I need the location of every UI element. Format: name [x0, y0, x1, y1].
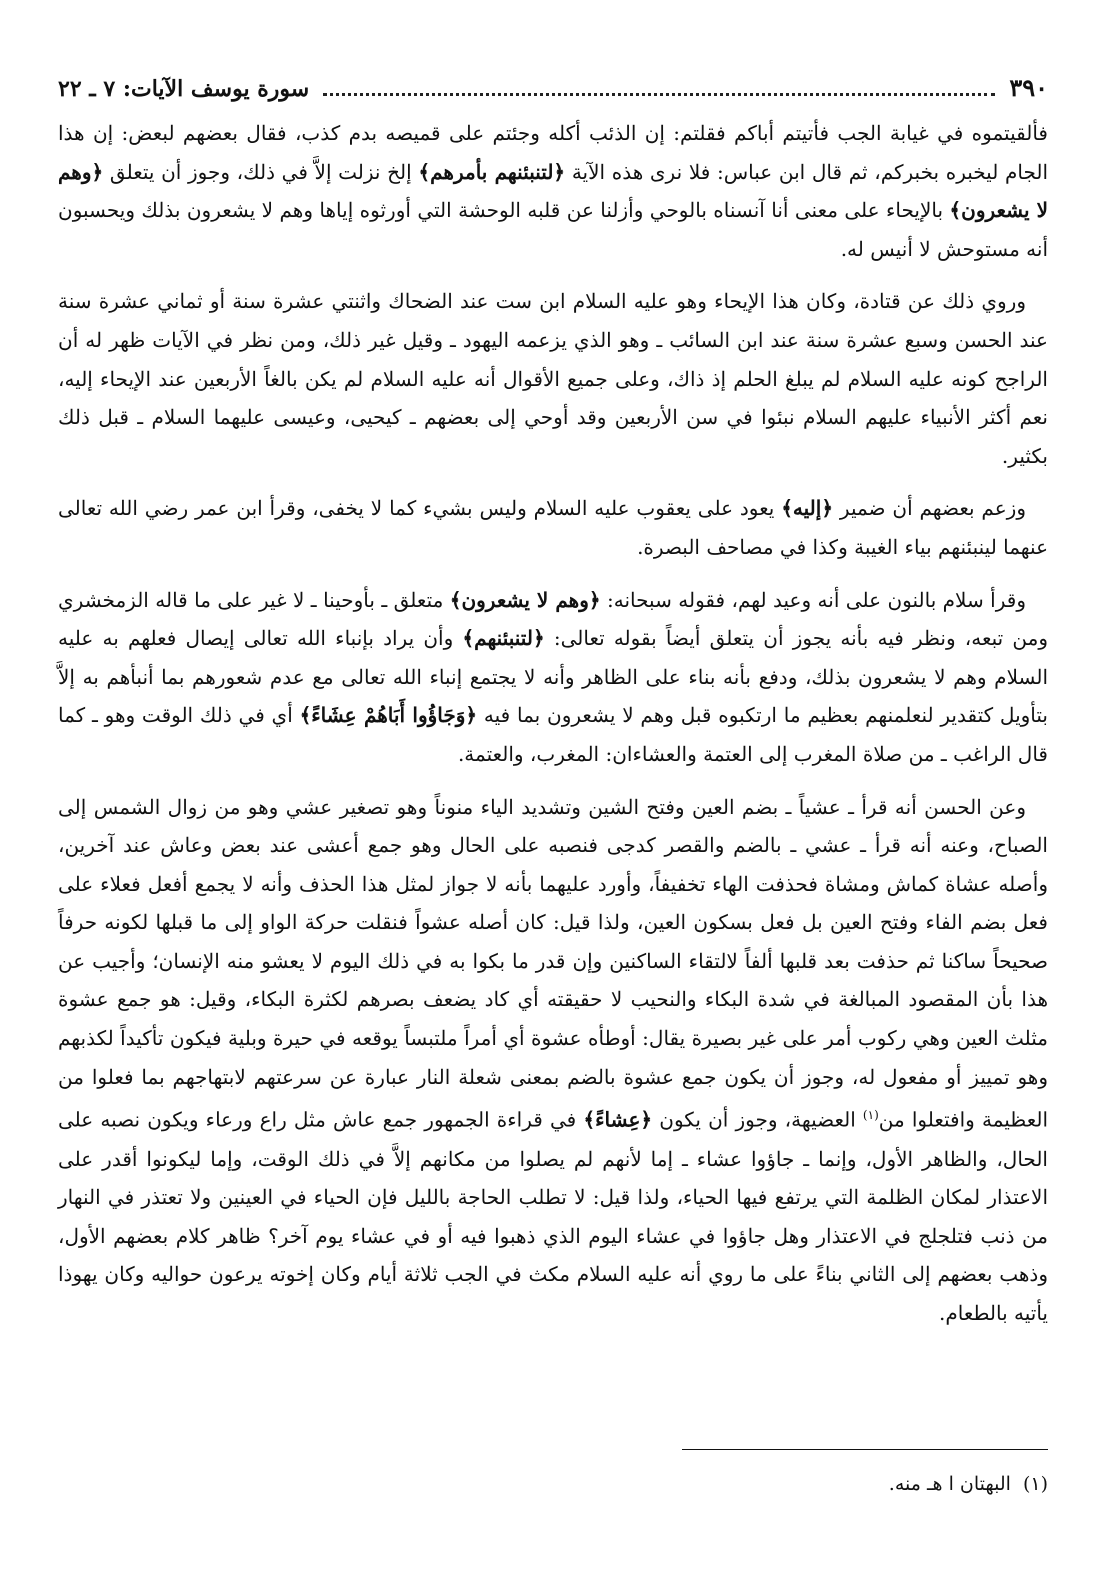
paragraph-text: وأن يراد بإنباء الله تعالى إيصال فعلهم به عليه السلام وهم لا يشعرون بذلك، ودفع بأنه بناء على الظاهر وأنه لا يجتمع إنباء الله تعالى مع عدم شعورهم بما أنبأهم به إلاَّ بتأويل كتقدير لنعلمنهم بعظيم ما ارتكبوه قبل وهم لا يشعرون بما فيه — [58, 626, 1049, 728]
footnote-separator — [682, 1449, 1048, 1450]
paragraph-text: وعن الحسن أنه قرأ ـ عشياً ـ بضم العين وفتح الشين وتشديد الياء منوناً وهو تصغير عشي وهو من زوال الشمس إلى الصباح، وعنه أنه قرأ ـ عشي ـ بالضم والقصر كدجى فنصبه على الحال وهو جمع أعشى عند بعض وعاش عند آخرين، وأصله عشاة كماش ومشاة فحذفت الهاء تخفيفاً، وأورد عليهما بأنه لا جواز لمثل هذا الحذف وأنه لا يجمع أفعل فعلاء على فعل بضم الفاء وفتح العين بل فعل بسكون العين، ولذا قيل: كان أصله عشواً فنقلت حركة الواو إلى ما قبلها لكونه حرفاً صحيحاً ساكنا ثم حذفت بعد قلبها ألفاً لالتقاء الساكنين وإن قدر ما بكوا به في ذلك اليوم لا يعشو منه الإنسان؛ وأجيب عن هذا بأن المقصود المبالغة في شدة البكاء والنحيب لا حقيقته أي كاد يضعف بصرهم لكثرة البكاء، وقيل: هو جمع عشوة مثلث العين وهي ركوب أمر على غير بصيرة يقال: أوطأه عشوة أي أمراً ملتبساً يوقعه في حيرة وبلية فيكون تأكيداً لكذبهم وهو تمييز أو مفعول له، وجوز أن يكون جمع عشوة بالضم بمعنى شعلة النار عبارة عن سرعتهم لابتهاجهم بما فعلوا من العظيمة وافتعلوا من — [58, 794, 1049, 1132]
book-page — [58, 66, 1048, 1536]
header-dot-leader — [323, 71, 995, 96]
paragraph-text: وزعم بعضهم أن ضمير — [833, 496, 1026, 521]
paragraph-text: متعلق ـ بأوحينا ـ لا غير على ما قاله الزمخشري ومن تبعه، ونظر فيه بأنه يجوز أن يتعلق أيضاً بقوله تعالى: — [58, 587, 1049, 651]
paragraph-text: وروي ذلك عن قتادة، وكان هذا الإيحاء وهو عليه السلام ابن ست عند الضحاك واثنتي عشرة سنة أو ثماني عشرة سنة عند الحسن وسبع عشرة سنة عند ابن السائب ـ وهو الذي يزعمه اليهود ـ وقيل غير ذلك، ومن نظر في الآيات ظهر له أن الراجح كونه عليه السلام لم يبلغ الحلم إذ ذاك، وعلى جميع الأقوال أنه عليه السلام لم يكن بالغاً الأربعين عند الإيحاء إليه، نعم أكثر الأنبياء عليهم السلام نبئوا في سن الأربعين وقد أوحي إلى بعضهم ـ كيحيى، وعيسى عليهما السلام ـ قبل ذلك بكثير. — [58, 289, 1048, 468]
paragraph-text: أي في ذلك الوقت وهو ـ كما قال الراغب ـ من صلاة المغرب إلى العتمة والعشاءان: المغرب، والعتمة. — [58, 703, 1048, 766]
surah-title: سورة يوسف الآيات: ٧ ـ ٢٢ — [58, 76, 310, 102]
paragraph-5 — [58, 788, 1048, 1333]
page-number: ٣٩٠ — [1009, 73, 1048, 102]
paragraph-text: فألقيتموه في غيابة الجب فأتيتم أباكم فقلتم: إن الذئب أكله وجئتم على قميصه بدم كذب، فقال بعضهم لبعض: إن هذا الجام ليخبره بخبركم، ثم قال ابن عباس: فلا نرى هذه الآية — [58, 121, 1049, 184]
footnote — [889, 1470, 1048, 1498]
paragraph-text: العضيهة، وجوز أن يكون — [652, 1107, 863, 1132]
paragraph-text: بالإيحاء على معنى أنا آنسناه بالوحي وأزلنا عن قلبه الوحشة التي أورثوه إياها وهم لا يشعرون بذلك ويحسبون أنه مستوحش لا أنيس له. — [58, 198, 1048, 261]
paragraph-4 — [58, 581, 1048, 774]
quran-quote: ﴿وَجَاؤُوا أَبَاهُمْ عِشَاءً﴾ — [299, 703, 478, 728]
footnote-marker: (١) — [1022, 1473, 1048, 1495]
quran-quote: ﴿إليه﴾ — [781, 496, 834, 521]
paragraph-text: إلخ نزلت إلاَّ في ذلك، وجوز أن يتعلق — [103, 159, 419, 184]
paragraph-text: يعود على يعقوب عليه السلام وليس بشيء كما لا يخفى، وقرأ ابن عمر رضي الله تعالى عنهما لينبئنهم بياء الغيبة وكذا في مصاحف البصرة. — [58, 496, 1048, 559]
quran-quote: ﴿عِشاءً﴾ — [583, 1107, 653, 1132]
quran-quote: ﴿وهم لا يشعرون﴾ — [449, 587, 601, 612]
paragraph-1 — [58, 114, 1048, 268]
footnote-text: البهتان ا هـ منه. — [888, 1473, 1011, 1495]
paragraph-2 — [58, 282, 1048, 475]
running-header — [58, 66, 1048, 110]
footnote-reference: (١) — [862, 1108, 879, 1123]
quran-quote: ﴿لتنبئنهم بأمرهم﴾ — [418, 159, 566, 184]
quran-quote: ﴿لتنبئنهم﴾ — [462, 626, 545, 651]
paragraph-text: وقرأ سلام بالنون على أنه وعيد لهم، فقوله سبحانه: — [600, 587, 1026, 612]
paragraph-text: في قراءة الجمهور جمع عاش مثل راع ورعاء ويكون نصبه على الحال، والظاهر الأول، وإنما ـ جاؤوا عشاء ـ إما لأنهم لم يصلوا من مكانهم إلاَّ في ذلك الوقت، وإما ليكونوا أقدر على الاعتذار لمكان الظلمة التي يرتفع فيها الحياء، ولذا قيل: لا تطلب الحاجة بالليل فإن الحياء في العينين ولا تعتذر في النهار من ذنب فتلجلج في الاعتذار وهل جاؤوا في عشاء اليوم الذي ذهبوا فيه أو في عشاء يوم آخر؟ ظاهر كلام بعضهم الأول، وذهب بعضهم إلى الثاني بناءً على ما روي أنه عليه السلام مكث في الجب ثلاثة أيام وكان إخوته يرعون حواليه وكان يهوذا يأتيه بالطعام. — [58, 1107, 1048, 1325]
paragraph-3 — [58, 489, 1048, 566]
body-text — [58, 114, 1048, 1332]
quran-quote: ﴿وهم لا يشعرون﴾ — [58, 159, 1048, 223]
